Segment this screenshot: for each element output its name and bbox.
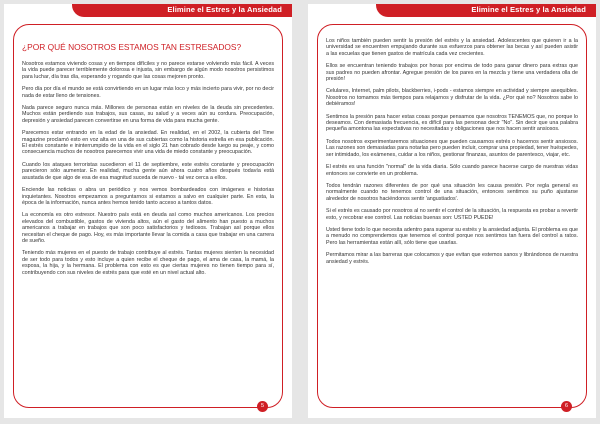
paragraph: Teniendo más mujeres en el puesto de trabajo contribuye al estrés. Tantas mujeres sienten la necesidad de ser todo para todos y esto incluye a quien recibe el cheque de pago, el ama de casa, la mamá, la esposa, la hija, y la hermana. El problema con esto es que ciertas mujeres no tienen tiempo para sí, contribuyendo con sus niveles de estrés para que esté en un nivel actual alto. (22, 250, 274, 276)
paragraph: Pero día por día el mundo se está convirtiendo en un lugar más loco y más incierto para vivir, por no decir nada de estar lleno de tensiones. (22, 86, 274, 99)
paragraph: Todos tendrán razones diferentes de por qué una situación les causa presión. Por regla general es normalmente cuando no tenemos control de una situación, entonces sentimos su puño ajustarse alrededor de nosotros haciéndonos sentir 'angustiados'. (326, 182, 578, 202)
left-content (22, 32, 274, 396)
page-number: 5 (257, 401, 268, 412)
paragraph: Todos nosotros experimentaremos situaciones que pueden causarnos estrés o hacernos sentir ansiosos. Las razones son demasiadas para notarlas pero pueden incluir, comprar una propiedad, tener huéspedes, ser intimidado, los exámenes, cuidar a los niños, gestionar finanzas, asuntos de parentesco, viajar, etc. (326, 138, 578, 158)
paragraph: Nosotros estamos viviendo cosas y en tiempos difíciles y no parece estarse volviendo más fácil. A veces la vida puede parecer terriblemente dolorosa e injusta, sin embargo de algún modo nosotros persistimos para luchar, día tras día, esperando y rogando que las cosas mejoren pronto. (22, 61, 274, 80)
header-band (376, 4, 596, 17)
paragraph: La economía es otro estresor. Nuestro país está en deuda así como muchos americanos. Los precios elevados del combustible, gastos de vivienda altos, aún el gasto del alimento han puesto a muchos americanos a trabajar en trabajos que son poco satisfactorios y tediosos. Trabajan así porque ellos necesitan el cheque de pago. Hoy, es más importante llevar la comida a casa que trabajar en una carrera de sueño. (22, 212, 274, 244)
right-page (308, 4, 596, 418)
page-number: 6 (561, 401, 572, 412)
paragraph: Permitamos mirar a las barreras que colocamos y que evitan que estemos sanos y librándonos de nuestra ansiedad y estrés. (326, 252, 578, 265)
page-title: ¿POR QUÉ NOSOTROS ESTAMOS TAN ESTRESADOS? (22, 42, 242, 52)
paragraph: Celulares, Internet, palm pilots, blackberries, i-pods - estamos siempre en actividad y siempre asequibles. Nosotros no tomamos más tiempos para relajarnos y disfrutar de la vida. ¿Por qué no? Nosotros sabe lo debiéramos! (326, 88, 578, 108)
paragraph: Usted tiene todo lo que necesita adentro para superar su estrés y la ansiedad adjunta. El problema es que a menudo no comprendemos que tenemos el control porque nos sentimos tan fuera del control a ratos. Pero las herramientas están allí, sólo tiene que usarlas. (326, 226, 578, 246)
header-band-text: Elimine el Estres y la Ansiedad (167, 5, 282, 14)
paragraph: Parecemos estar entrando en la edad de la ansiedad. En realidad, en el 2002, la cubierta del Time magazine proclamó esto en voz alta en una de sus cubiertas como la historia estrella en esa publicación. El estrés constante e ininterrumpido de la vida en el siglo 21 han cobrado desde luego su peaje, y como consecuencia muchos de nosotros parecemos vivir una vida de miedo constante y preocupación. (22, 130, 274, 156)
right-content (326, 38, 578, 396)
left-page (4, 4, 292, 418)
header-band (72, 4, 292, 17)
paragraph: El estrés es una función "normal" de la vida diaria. Sólo cuando parece hacerse cargo de nuestras vidas entonces se convierte en un problema. (326, 164, 578, 177)
paragraph: Los niños también pueden sentir la presión del estrés y la ansiedad. Adolescentes que quieren ir a la universidad se encuentren empujando durante sus esfuerzos para obtener las becas y así pueden asistir a las escuelas que tienen gastos de matrícula cada vez crecientes. (326, 38, 578, 57)
paragraph: Sentimos la presión para hacer estas cosas porque pensamos que nosotros TENEMOS que, no porque lo deseamos. Con demasiada frecuencia, es difícil para las personas decir "No". Sin decir que una palabra pequeña amontona las expectativas no necesitadas y obligaciones que nos hacen sentir ansiosos. (326, 113, 578, 133)
header-band-text: Elimine el Estres y la Ansiedad (471, 5, 586, 14)
paragraph: Si el estrés es causado por nosotros al no sentir el control de la situación, la respuesta es probar a revertir esto, y recobrar ese control. Las noticias buenas son: USTED PUEDE! (326, 208, 578, 221)
paragraph: Ellos se encuentran teniendo trabajos por horas por encima de todo para ganar dinero para extras que sus padres no pueden afrontar. Agregue presión de los pares en la mezcla y tiene una verdadera olla de presión! (326, 63, 578, 83)
paragraph: Enciende las noticias o abra un periódico y nos vemos bombardeados con imágenes e historias inquietantes. Nosotros empezamos a preguntarnos si estamos a salvo en cualquier parte. En esta, la época de la información, nunca antes hemos tenido tanto acceso a tantos datos. (22, 187, 274, 206)
paragraph: Nada parece seguro nunca más. Millones de personas están en niveles de la deuda sin precedentes. Muchos están perdiendo sus trabajos, sus casas, su salud y a veces aún su cordura. Preocupación, depresión y ansiedad parecen convertirse en una forma de vida para mucha gente. (22, 105, 274, 124)
paragraph: Cuando los ataques terroristas sucedieron el 11 de septiembre, este estrés constante y preocupación parecieron sólo aumentar. En realidad, mucha gente aún ahora cuatro años después todavía está asustada de que algo de esa de esa magnitud suceda de nuevo - tal vez cerca a ellos. (22, 161, 274, 181)
